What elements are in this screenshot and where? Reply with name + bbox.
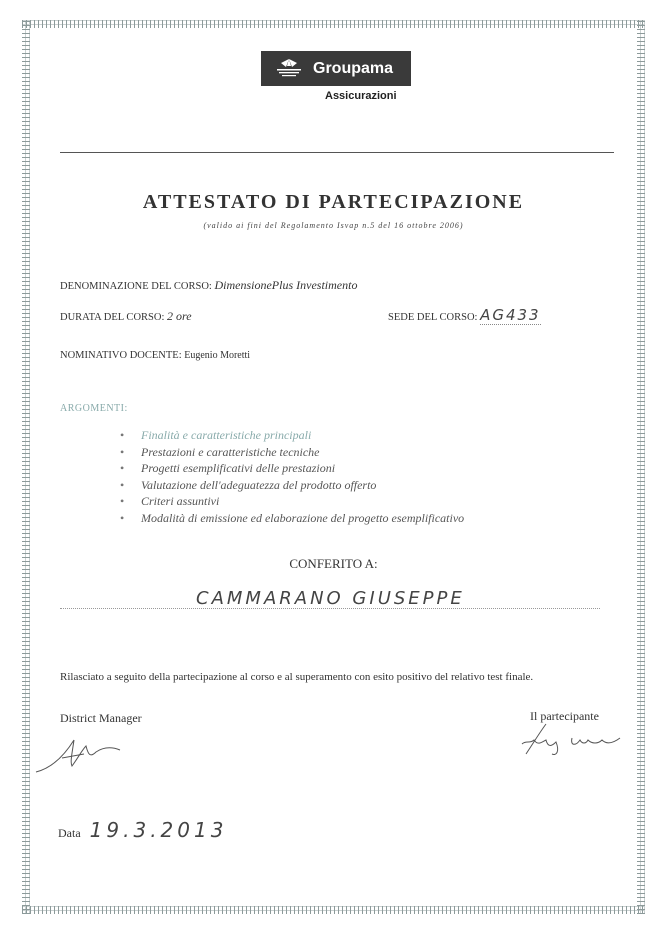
district-manager-label: District Manager [60, 711, 142, 725]
course-duration-value: 2 ore [167, 309, 192, 323]
participant-signature [516, 722, 636, 758]
date-label: Data [58, 826, 81, 840]
course-location-value: AG433 [480, 306, 541, 324]
list-item: • Criteri assuntivi [118, 493, 464, 510]
date-row [58, 818, 227, 842]
groupama-logo-icon [275, 58, 303, 80]
recipient-name: CAMMARANO GIUSEPPE [196, 588, 465, 609]
logo-name: Groupama [313, 59, 394, 77]
course-name-label: DENOMINAZIONE DEL CORSO: [60, 281, 212, 292]
logo-subtitle: Assicurazioni [325, 90, 397, 102]
list-item: • Finalità e caratteristiche principali [118, 427, 464, 444]
decorative-border-right [637, 20, 645, 914]
conferred-label: CONFERITO A: [289, 556, 378, 571]
release-statement: Rilasciato a seguito della partecipazione al corso e al superamento con esito positivo del relativo test finale. [60, 671, 534, 683]
course-location-row [388, 306, 541, 324]
teacher-label: NOMINATIVO DOCENTE: [60, 350, 182, 361]
topics-list [118, 427, 464, 526]
certificate-subtitle: (valido ai fini del Regolamento Isvap n.5 del 16 ottobre 2006) [203, 221, 464, 230]
teacher-value: Eugenio Moretti [184, 350, 251, 361]
course-duration-label: DURATA DEL CORSO: [60, 312, 165, 323]
decorative-border-left [22, 20, 30, 914]
list-item: • Valutazione dell'adeguatezza del prodotto offerto [118, 477, 464, 494]
certificate-title: ATTESTATO DI PARTECIPAZIONE [142, 191, 525, 213]
list-item: • Modalità di emissione ed elaborazione del progetto esemplificativo [118, 510, 464, 527]
district-manager-signature [34, 728, 134, 776]
header-divider [60, 152, 614, 153]
company-logo [261, 51, 411, 86]
date-value: 19.3.2013 [89, 818, 228, 842]
course-location-label: SEDE DEL CORSO: [388, 312, 478, 323]
decorative-border-top [22, 20, 645, 28]
participant-label: Il partecipante [530, 709, 599, 723]
decorative-border-bottom [22, 906, 645, 914]
recipient-dotted-line [60, 607, 600, 609]
course-name-row [60, 278, 357, 293]
topics-label: ARGOMENTI: [60, 403, 128, 414]
course-duration-row [60, 309, 192, 324]
teacher-row [60, 350, 250, 361]
list-item: • Progetti esemplificativi delle prestazioni [118, 460, 464, 477]
list-item: • Prestazioni e caratteristiche tecniche [118, 444, 464, 461]
course-name-value: DimensionePlus Investimento [214, 278, 358, 292]
